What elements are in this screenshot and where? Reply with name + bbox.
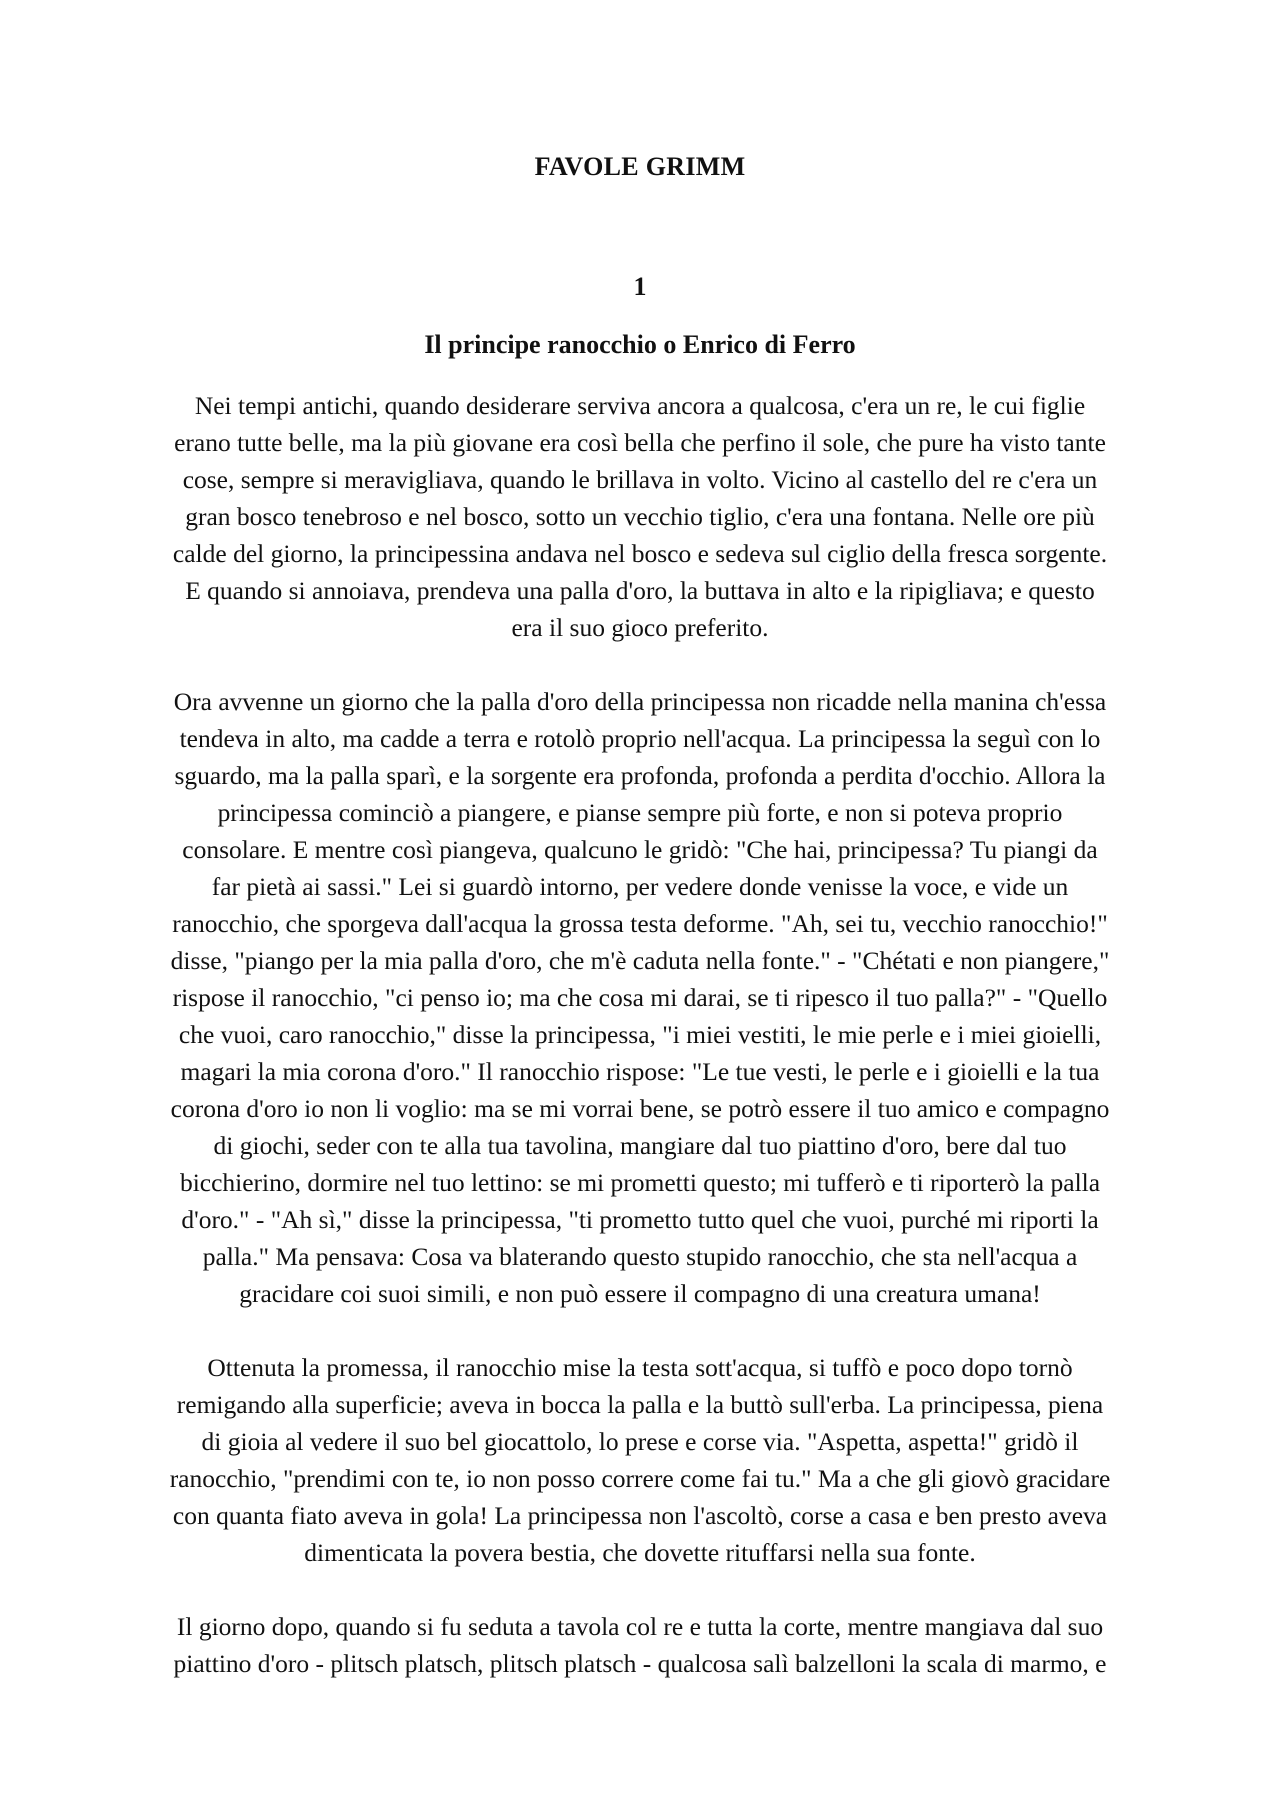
text-line: sguardo, ma la palla sparì, e la sorgente era profonda, profonda a perdita d'occhio. Allora la <box>174 761 1106 790</box>
paragraph-gap <box>120 1312 1160 1349</box>
text-line: remigando alla superficie; aveva in bocca la palla e la buttò sull'erba. La principessa, piena <box>176 1390 1104 1419</box>
text-line: di giochi, seder con te alla tua tavolina, mangiare dal tuo piattino d'oro, bere dal tuo <box>213 1131 1067 1160</box>
text-line: disse, "piango per la mia palla d'oro, che m'è caduta nella fonte." - "Chétati e non piangere," <box>170 946 1110 975</box>
text-line: principessa cominciò a piangere, e pianse sempre più forte, e non si poteva proprio <box>217 798 1063 827</box>
chapter-number: 1 <box>633 272 647 301</box>
text-line: di gioia al vedere il suo bel giocattolo, lo prese e corse via. "Aspetta, aspetta!" gridò il <box>201 1427 1079 1456</box>
book-title: FAVOLE GRIMM <box>534 152 746 181</box>
text-line: piattino d'oro - plitsch platsch, plitsch platsch - qualcosa salì balzelloni la scala di marmo, e <box>173 1649 1107 1678</box>
text-line: tendeva in alto, ma cadde a terra e rotolò proprio nell'acqua. La principessa la seguì con lo <box>179 724 1101 753</box>
text-line: calde del giorno, la principessina andava nel bosco e sedeva sul ciglio della fresca sorgente. <box>172 539 1108 568</box>
text-line: Nei tempi antichi, quando desiderare serviva ancora a qualcosa, c'era un re, le cui figlie <box>194 391 1086 420</box>
text-line: erano tutte belle, ma la più giovane era così bella che perfino il sole, che pure ha visto tante <box>174 428 1106 457</box>
text-line: gran bosco tenebroso e nel bosco, sotto un vecchio tiglio, c'era una fontana. Nelle ore più <box>185 502 1095 531</box>
text-line: con quanta fiato aveva in gola! La principessa non l'ascoltò, corse a casa e ben presto aveva <box>172 1501 1108 1530</box>
text-line: consolare. E mentre così piangeva, qualcuno le gridò: "Che hai, principessa? Tu piangi da <box>182 835 1098 864</box>
text-line: d'oro." - "Ah sì," disse la principessa, "ti prometto tutto quel che vuoi, purché mi riporti la <box>181 1205 1099 1234</box>
text-line: Il giorno dopo, quando si fu seduta a tavola col re e tutta la corte, mentre mangiava dal suo <box>176 1612 1104 1641</box>
text-line: magari la mia corona d'oro." Il ranocchio rispose: "Le tue vesti, le perle e i gioielli e la tua <box>180 1057 1100 1086</box>
text-line: Ora avvenne un giorno che la palla d'oro della principessa non ricadde nella manina ch'essa <box>173 687 1107 716</box>
story-body <box>120 387 1160 1682</box>
text-line: far pietà ai sassi." Lei si guardò intorno, per vedere donde venisse la voce, e vide un <box>211 872 1069 901</box>
paragraph <box>120 1608 1160 1682</box>
text-line: bicchierino, dormire nel tuo lettino: se mi prometti questo; mi tufferò e ti riporterò la palla <box>179 1168 1101 1197</box>
text-line: E quando si annoiava, prendeva una palla d'oro, la buttava in alto e la ripigliava; e questo <box>185 576 1095 605</box>
text-line: era il suo gioco preferito. <box>511 613 769 642</box>
text-line: dimenticata la povera bestia, che dovette rituffarsi nella sua fonte. <box>304 1538 976 1567</box>
text-line: ranocchio, che sporgeva dall'acqua la grossa testa deforme. "Ah, sei tu, vecchio ranocchio!" <box>172 909 1108 938</box>
paragraph <box>120 683 1160 1312</box>
text-line: gracidare coi suoi simili, e non può essere il compagno di una creatura umana! <box>239 1279 1041 1308</box>
text-line: cose, sempre si meravigliava, quando le brillava in volto. Vicino al castello del re c'era un <box>182 465 1098 494</box>
text-line: palla." Ma pensava: Cosa va blaterando questo stupido ranocchio, che sta nell'acqua a <box>202 1242 1078 1271</box>
paragraph <box>120 1349 1160 1571</box>
paragraph <box>120 387 1160 646</box>
text-line: che vuoi, caro ranocchio," disse la principessa, "i miei vestiti, le mie perle e i miei gioielli, <box>178 1020 1102 1049</box>
text-line: rispose il ranocchio, "ci penso io; ma che cosa mi darai, se ti ripesco il tuo palla?" - "Quello <box>172 983 1108 1012</box>
paragraph-gap <box>120 1571 1160 1608</box>
paragraph-gap <box>120 646 1160 683</box>
text-line: ranocchio, "prendimi con te, io non posso correre come fai tu." Ma a che gli giovò gracidare <box>169 1464 1111 1493</box>
chapter-title: Il principe ranocchio o Enrico di Ferro <box>424 330 856 359</box>
text-line: corona d'oro io non li voglio: ma se mi vorrai bene, se potrò essere il tuo amico e compagno <box>170 1094 1110 1123</box>
text-line: Ottenuta la promessa, il ranocchio mise la testa sott'acqua, si tuffò e poco dopo tornò <box>207 1353 1073 1382</box>
